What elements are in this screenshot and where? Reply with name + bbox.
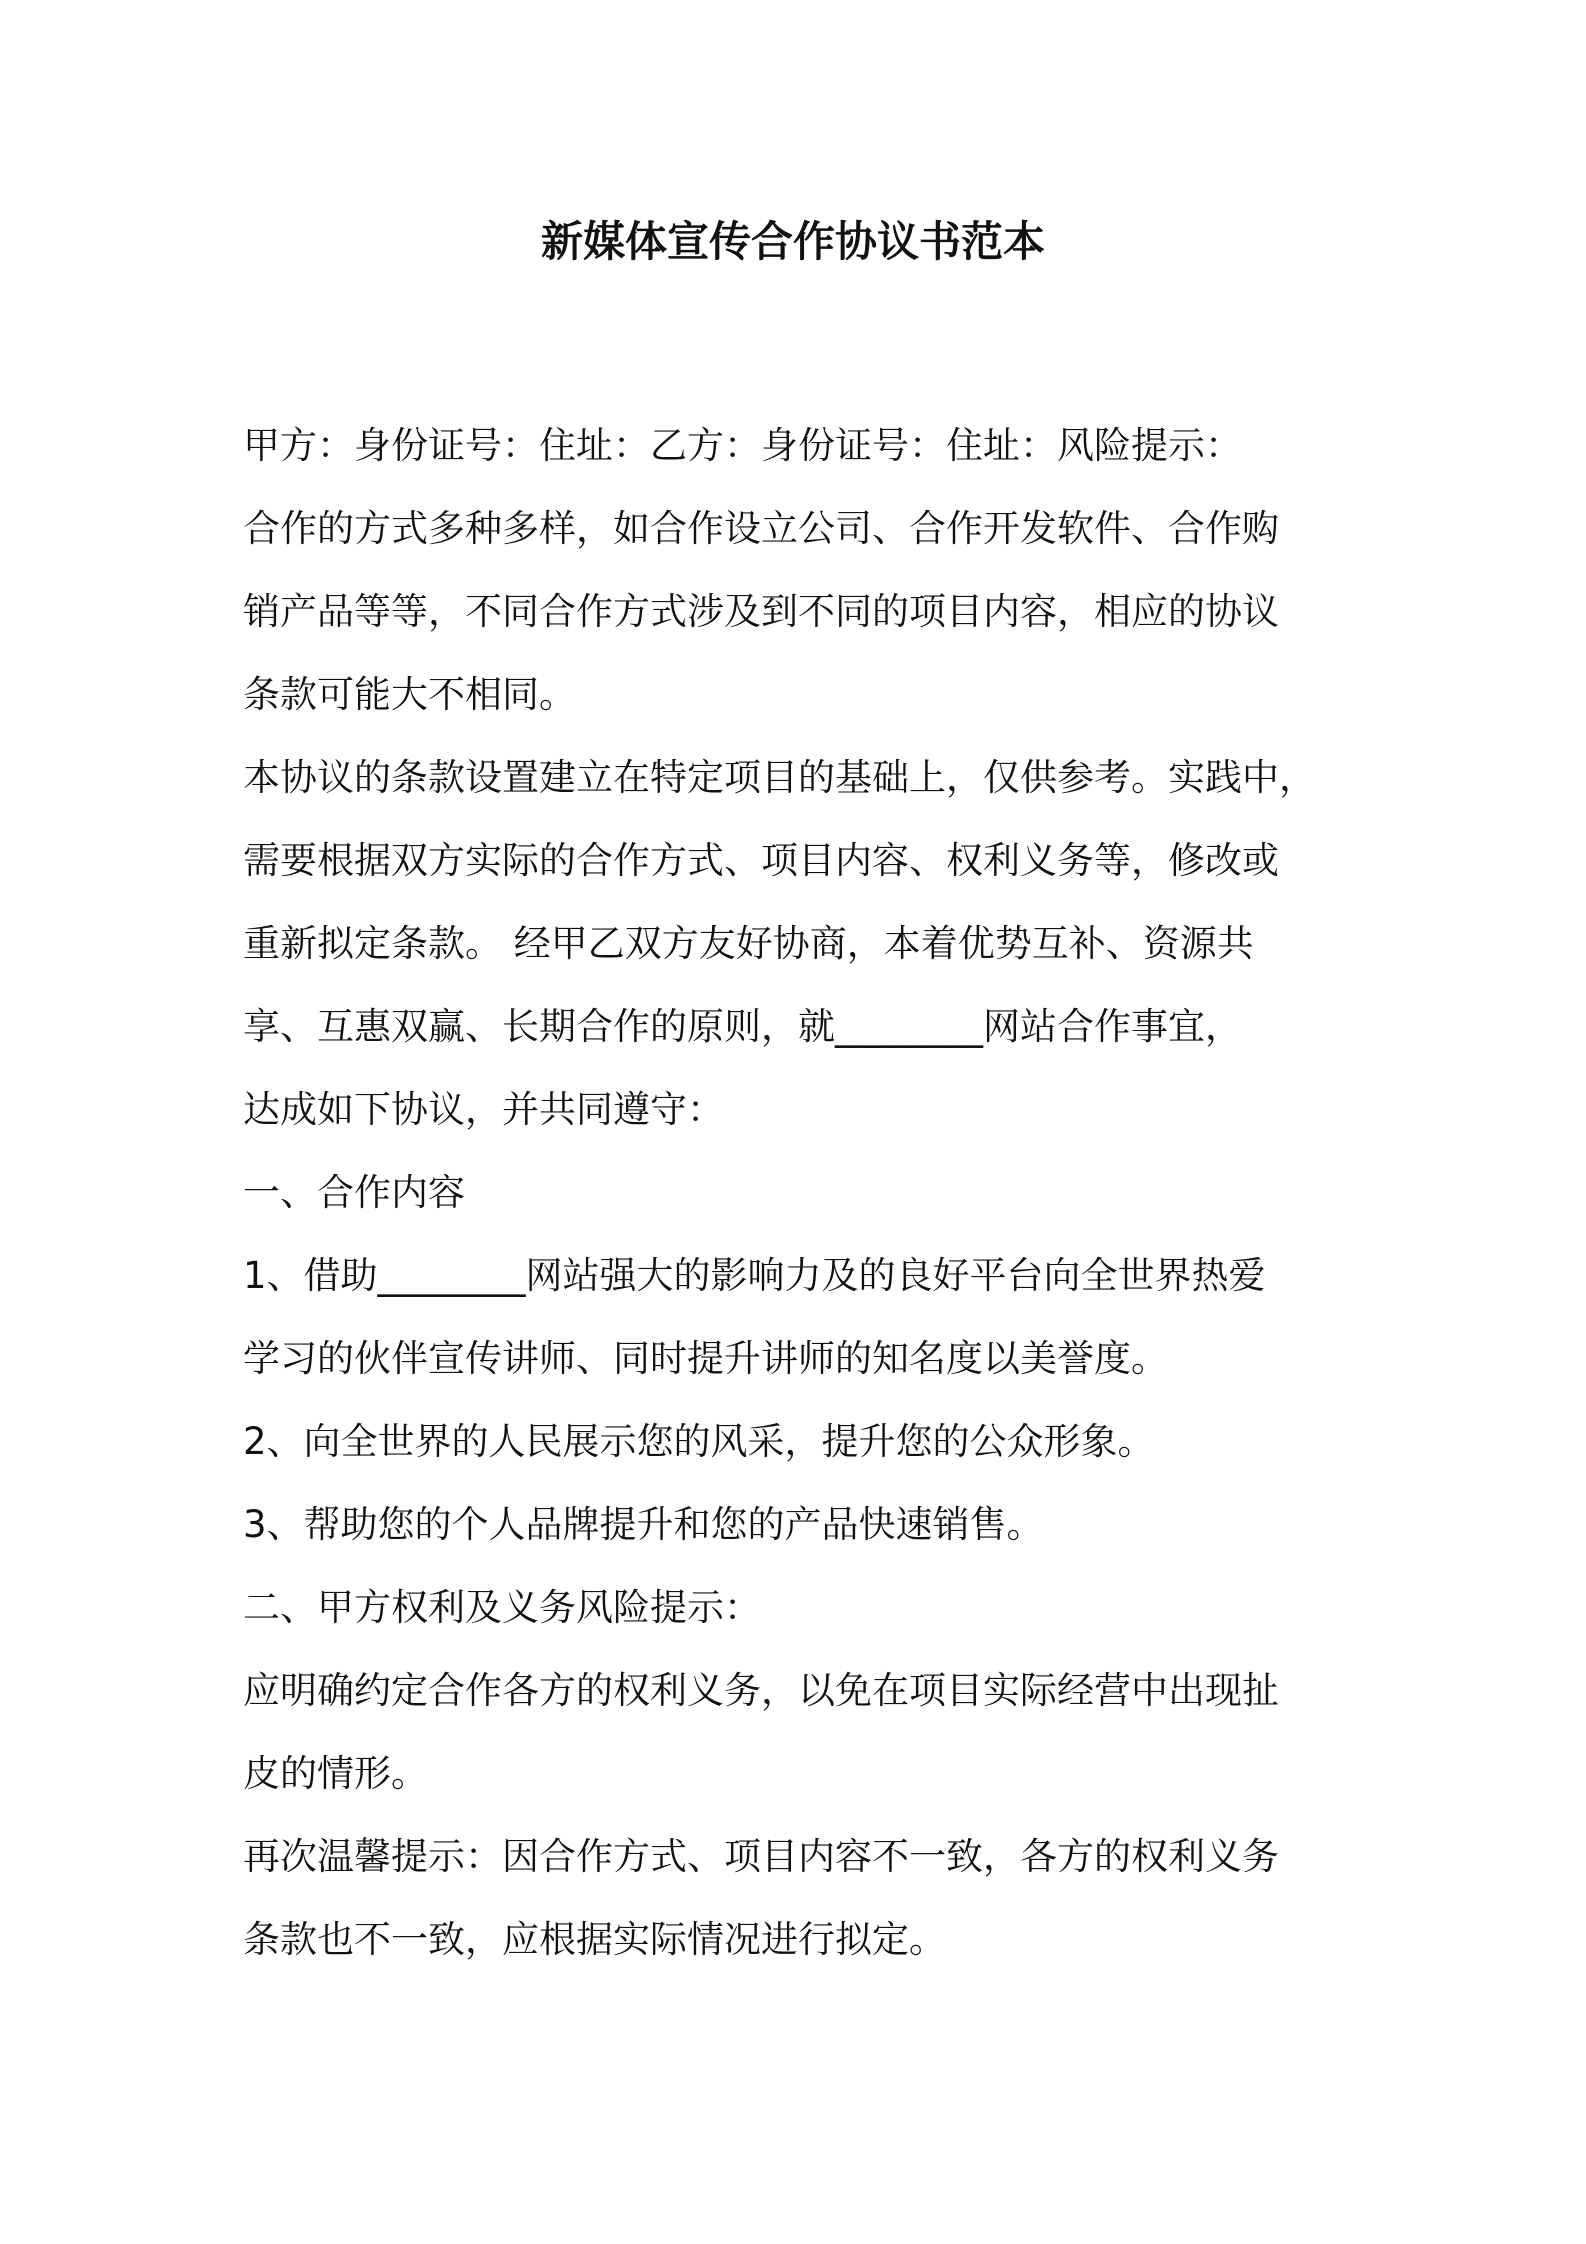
document-body (243, 404, 1358, 1981)
body-line-7: 重新拟定条款。 经甲乙双方友好协商，本着优势互补、资源共 (243, 922, 1254, 965)
body-line-14: 3、帮助您的个人品牌提升和您的产品快速销售。 (243, 1503, 1044, 1546)
body-line-18: 再次温馨提示：因合作方式、项目内容不一致，各方的权利义务 (243, 1835, 1279, 1878)
body-line-6: 需要根据双方实际的合作方式、项目内容、权利义务等，修改或 (243, 839, 1279, 882)
body-line-16: 应明确约定合作各方的权利义务，以免在项目实际经营中出现扯 (243, 1669, 1279, 1712)
body-line-2: 合作的方式多种多样，如合作设立公司、合作开发软件、合作购 (243, 507, 1279, 550)
body-line-17: 皮的情形。 (243, 1752, 428, 1795)
body-line-19: 条款也不一致，应根据实际情况进行拟定。 (243, 1918, 946, 1961)
body-line-4: 条款可能大不相同。 (243, 673, 576, 716)
body-line-8: 享、互惠双赢、长期合作的原则，就________网站合作事宜， (243, 1005, 1242, 1048)
body-line-1: 甲方：身份证号：住址：乙方：身份证号：住址：风险提示： (243, 424, 1242, 467)
body-line-5: 本协议的条款设置建立在特定项目的基础上，仅供参考。实践中， (243, 756, 1316, 799)
body-line-13: 2、向全世界的人民展示您的风采，提升您的公众形象。 (243, 1420, 1155, 1463)
body-line-9: 达成如下协议，并共同遵守： (243, 1088, 724, 1131)
body-line-12: 学习的伙伴宣传讲师、同时提升讲师的知名度以美誉度。 (243, 1337, 1168, 1380)
section-heading-2: 二、甲方权利及义务风险提示： (243, 1586, 761, 1629)
body-line-3: 销产品等等，不同合作方式涉及到不同的项目内容，相应的协议 (243, 590, 1279, 633)
document-title: 新媒体宣传合作协议书范本 (540, 217, 1045, 266)
body-line-11: 1、借助________网站强大的影响力及的良好平台向全世界热爱 (243, 1254, 1266, 1297)
section-heading-1: 一、合作内容 (243, 1171, 465, 1214)
